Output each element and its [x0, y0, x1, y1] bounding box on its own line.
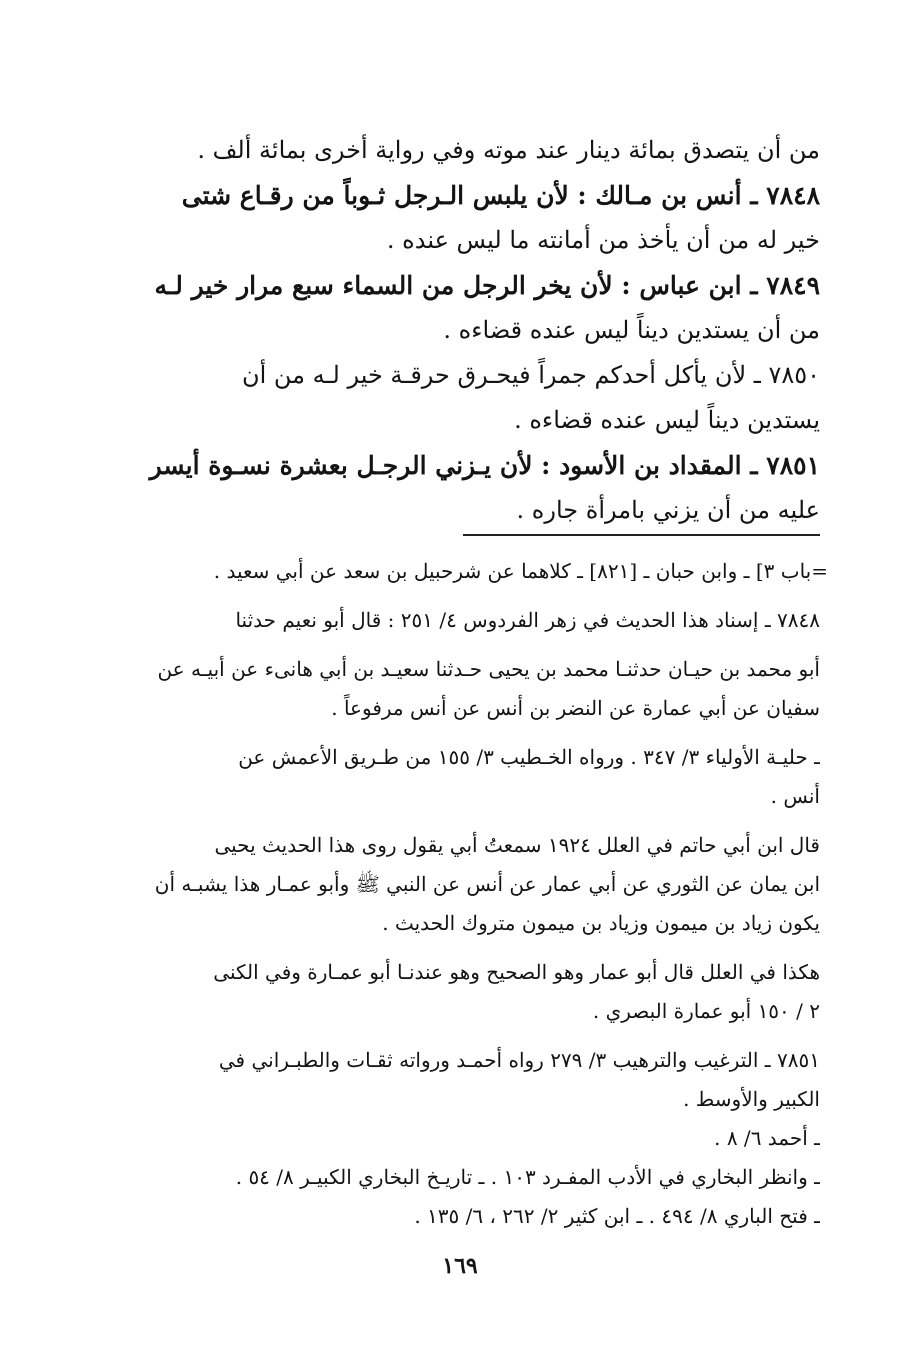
- main-line: خير له من أن يأخذ من أمانته ما ليس عنده .: [386, 226, 820, 254]
- footnote-line: =باب ٣] ـ وابن حبان ـ [٨٢١] ـ كلاهما عن شرحبيل بن سعد عن أبي سعيد .: [213, 559, 828, 583]
- footnote-line: هكذا في العلل قال أبو عمار وهو الصحيح وهو عندنـا أبو عمـارة وفي الكنى: [213, 960, 820, 984]
- footnote-line: ـ أحمد ٦/ ٨ .: [714, 1126, 820, 1150]
- entry-7849-heading: ٧٨٤٩ ـ ابن عباس : لأن يخر الرجل من السماء سبع مرار خير لـه: [154, 271, 820, 300]
- footnote-line: ـ فتح الباري ٨/ ٤٩٤ . ـ ابن كثير ٢/ ٢٦٢ ، ٦/ ١٣٥ .: [414, 1204, 820, 1228]
- entry-7848-heading: ٧٨٤٨ ـ أنس بن مـالك : لأن يلبس الـرجل ثـوباً من رقـاع شتى: [181, 181, 820, 210]
- footnote-line: الكبير والأوسط .: [683, 1087, 820, 1111]
- footnote-line: سفيان عن أبي عمارة عن النضر بن أنس عن أنس مرفوعاً .: [331, 696, 820, 720]
- footnote-line: ـ حليـة الأولياء ٣/ ٣٤٧ . ورواه الخـطيب ٣/ ١٥٥ من طـريق الأعمش عن: [238, 745, 820, 769]
- footnote-line: ـ وانظر البخاري في الأدب المفـرد ١٠٣ . ـ تاريـخ البخاري الكبيـر ٨/ ٥٤ .: [235, 1165, 820, 1189]
- footnote-divider: [463, 534, 820, 536]
- main-line: عليه من أن يزني بامرأة جاره .: [516, 496, 820, 524]
- footnote-line: ابن يمان عن الثوري عن أبي عمار عن أنس عن النبي ﷺ وأبو عمـار هذا يشبـه أن: [154, 872, 820, 896]
- footnotes: [140, 552, 828, 1236]
- footnote-line: أبو محمد بن حيـان حدثنـا محمد بن يحيى حـدثنا سعيـد بن أبي هانىء عن أبيـه عن: [157, 657, 820, 681]
- footnote-line: ٢ / ١٥٠ أبو عمارة البصري .: [592, 999, 820, 1023]
- main-text: [140, 128, 820, 533]
- footnote-line: ٧٨٤٨ ـ إسناد هذا الحديث في زهر الفردوس ٤/ ٢٥١ : قال أبو نعيم حدثنا: [235, 608, 820, 632]
- page-number: ١٦٩: [442, 1253, 478, 1279]
- footnote-line: يكون زياد بن ميمون وزياد بن ميمون متروك الحديث .: [382, 911, 820, 935]
- footnote-line: ٧٨٥١ ـ الترغيب والترهيب ٣/ ٢٧٩ رواه أحمـد ورواته ثقـات والطبـراني في: [218, 1048, 820, 1072]
- entry-7851-heading: ٧٨٥١ ـ المقداد بن الأسود : لأن يـزني الرجـل بعشرة نسـوة أيسر: [149, 451, 820, 480]
- footnote-line: أنس .: [770, 784, 820, 808]
- main-line: يستدين ديناً ليس عنده قضاءه .: [514, 406, 820, 434]
- main-line: من أن يستدين ديناً ليس عنده قضاءه .: [443, 316, 820, 344]
- footnote-line: قال ابن أبي حاتم في العلل ١٩٢٤ سمعتُ أبي يقول روى هذا الحديث يحيى: [214, 833, 820, 857]
- main-line: من أن يتصدق بمائة دينار عند موته وفي رواية أخرى بمائة ألف .: [197, 136, 820, 164]
- entry-7850-heading: ٧٨٥٠ ـ لأن يأكل أحدكم جمراً فيحـرق حرقـة خير لـه من أن: [241, 361, 820, 389]
